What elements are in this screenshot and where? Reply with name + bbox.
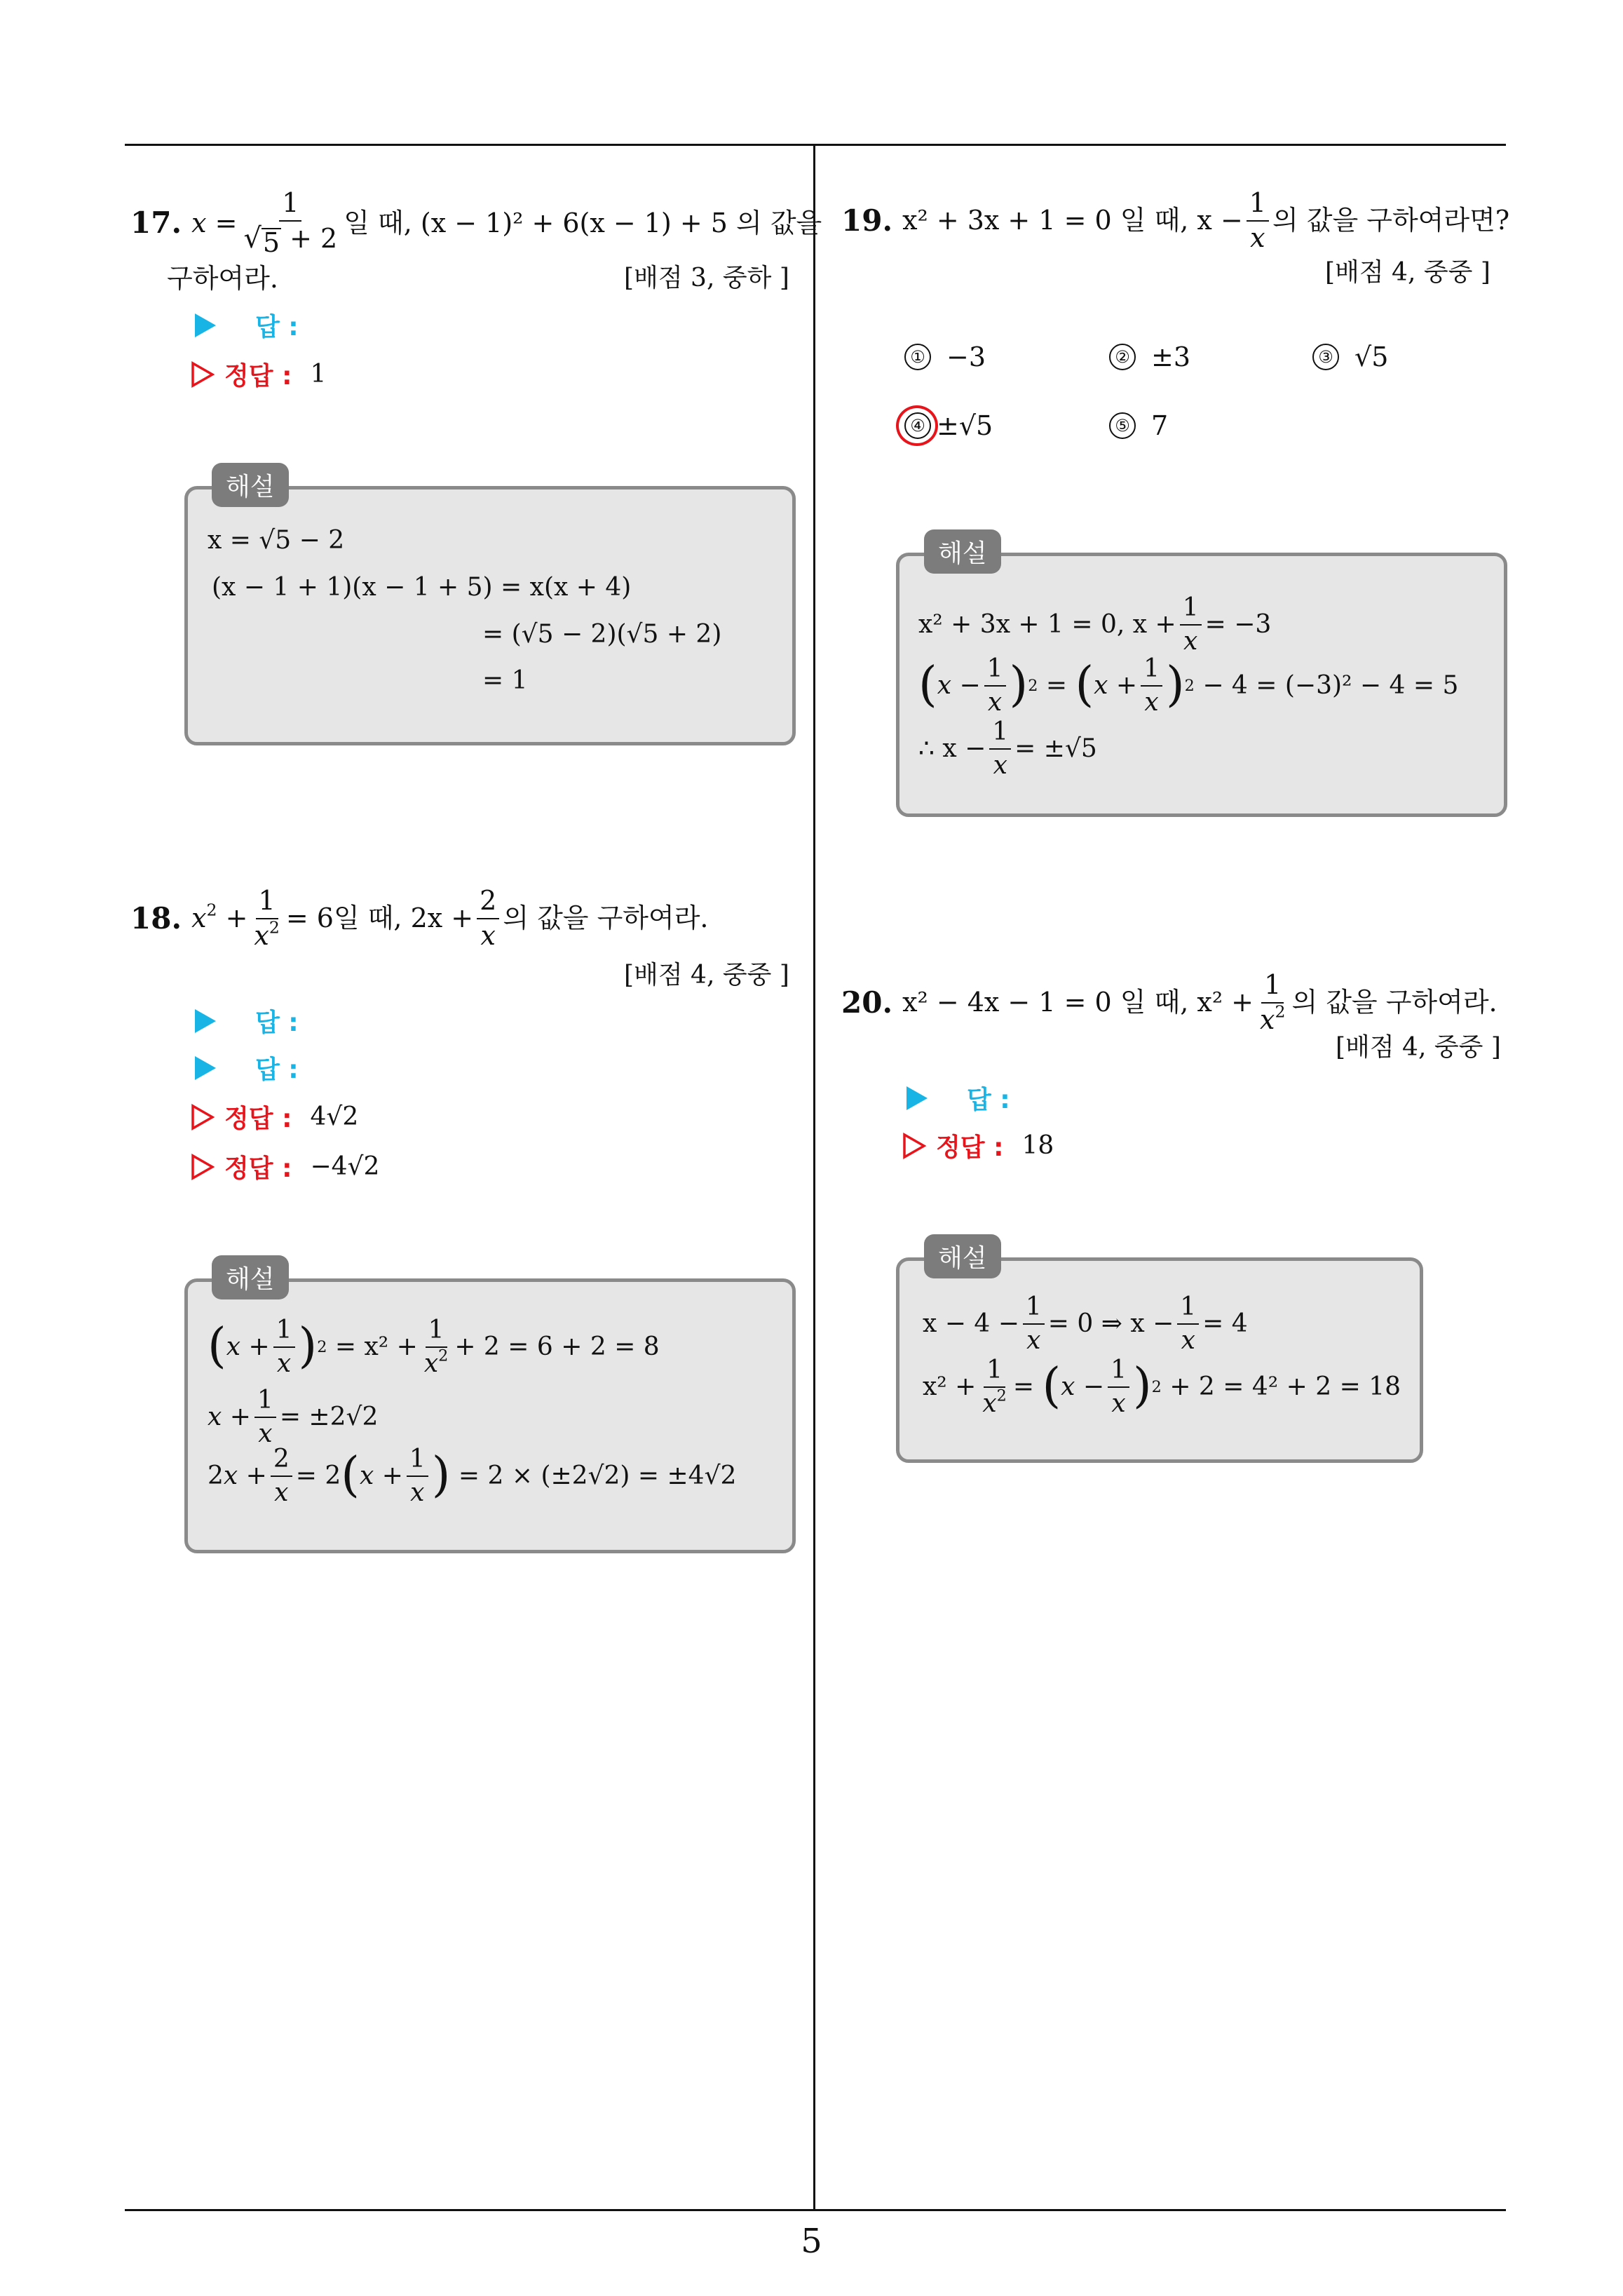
solution-line-3: ∴ x − $\frac{1}{x}$ = ±√5 bbox=[918, 717, 1097, 780]
choice-1[interactable]: ① −3 bbox=[904, 342, 986, 372]
question-19 bbox=[841, 189, 1509, 252]
fraction-1-over-sqrt5-plus-2: 1 √ 5 + 2 bbox=[243, 187, 338, 258]
question-text-line2: 구하여라. bbox=[167, 262, 278, 294]
solution-tag: 해설 bbox=[212, 1255, 289, 1299]
score-label: [배점 4, 중중 ] bbox=[1336, 1033, 1501, 1062]
solution-line-4: = 1 bbox=[482, 666, 528, 695]
score-label: [배점 4, 중중 ] bbox=[1325, 258, 1490, 287]
question-text-b: 의 값을 구하여라. bbox=[1291, 987, 1498, 1018]
correct-answer-value: 1 bbox=[310, 360, 327, 389]
play-arrow-icon bbox=[906, 1086, 928, 1110]
solution-line-1: x² + 3x + 1 = 0, x + $\frac{1}{x}$ = −3 bbox=[918, 593, 1272, 656]
outline-arrow-icon bbox=[191, 1154, 215, 1180]
solution-line-2: x² + $\frac{1}{x^2}$ = ( x − $\frac{1}{x}$ ) 2 + 2 = 4² + 2 = 18 bbox=[923, 1356, 1401, 1418]
outline-arrow-icon bbox=[191, 1104, 215, 1130]
question-text: 의 값을 구하여라. bbox=[503, 903, 709, 934]
question-text-a: x² − 4x − 1 = 0 일 때, x² + bbox=[902, 987, 1254, 1018]
selected-answer-circle-mark bbox=[896, 405, 938, 446]
question-20 bbox=[841, 971, 1498, 1034]
correct-answer-row-1 bbox=[191, 1099, 358, 1135]
question-text: 일 때, (x − 1)² + 6(x − 1) + 5 의 값을 bbox=[344, 207, 822, 238]
solution-line-3: 2 x + $\frac{2}{x}$ = 2 ( x + $\frac{1}{x}$ ) = 2 × (±2√2) = ±4√2 bbox=[208, 1445, 737, 1507]
question-number: 20. bbox=[841, 985, 893, 1020]
correct-answer-row-2 bbox=[191, 1149, 379, 1184]
correct-answer-row bbox=[902, 1128, 1054, 1163]
outline-arrow-icon bbox=[902, 1133, 926, 1159]
choice-5[interactable]: ⑤ 7 bbox=[1109, 410, 1168, 441]
answer-label: 답 : bbox=[255, 1055, 299, 1084]
question-number: 19. bbox=[841, 203, 893, 238]
solution-line-2: (x − 1 + 1)(x − 1 + 5) = x(x + 4) bbox=[212, 573, 632, 602]
page-number: 5 bbox=[801, 2222, 822, 2261]
play-arrow-icon bbox=[195, 1009, 216, 1033]
correct-answer-label: 정답 : bbox=[224, 1105, 292, 1133]
question-mid: = 6일 때, 2x + bbox=[285, 903, 474, 934]
fraction-1-over-x: $\frac{1}{x}$ bbox=[1247, 189, 1269, 252]
solution-box bbox=[184, 486, 796, 745]
choice-3[interactable]: ③ √5 bbox=[1312, 342, 1388, 372]
solution-line-1: x − 4 − $\frac{1}{x}$ = 0 ⇒ x − $\frac{1}{x}$ = 4 bbox=[923, 1292, 1248, 1355]
question-number: 18. bbox=[130, 900, 182, 936]
correct-answer-label: 정답 : bbox=[224, 362, 292, 391]
correct-answer-value: 4√2 bbox=[310, 1102, 359, 1131]
correct-answer-value: 18 bbox=[1021, 1131, 1054, 1160]
question-number: 17. bbox=[130, 205, 182, 241]
score-label: [배점 4, 중중 ] bbox=[624, 961, 789, 990]
correct-answer-label: 정답 : bbox=[936, 1133, 1004, 1162]
fraction-1-over-x2: $\frac{1}{x^2}$ bbox=[254, 885, 280, 951]
answer-row-2 bbox=[195, 1050, 299, 1086]
solution-tag: 해설 bbox=[212, 463, 289, 507]
answer-label: 답 : bbox=[255, 313, 299, 342]
play-arrow-icon bbox=[195, 313, 216, 337]
choice-4[interactable]: ④ ±√5 bbox=[904, 410, 993, 441]
solution-line-2: x + $\frac{1}{x}$ = ±2√2 bbox=[208, 1386, 379, 1448]
correct-answer-row bbox=[191, 356, 326, 392]
bottom-rule bbox=[125, 2209, 1506, 2211]
column-divider bbox=[813, 144, 815, 2210]
fraction-1-over-x2: $\frac{1}{x^2}$ bbox=[1260, 969, 1286, 1035]
question-text-a: x² + 3x + 1 = 0 일 때, x − bbox=[902, 205, 1243, 236]
correct-answer-label: 정답 : bbox=[224, 1154, 292, 1183]
question-text-b: 의 값을 구하여라면? bbox=[1272, 205, 1510, 236]
question-18: 18. $x^2$ + $\frac{1}{x^2}$ = 6일 때, 2x + $\frac{2}{x}$ 의 값을 구하여라. bbox=[130, 885, 709, 951]
outline-arrow-icon bbox=[191, 361, 215, 388]
correct-answer-value: −4√2 bbox=[310, 1152, 380, 1181]
solution-line-1: x = √5 − 2 bbox=[208, 526, 345, 555]
solution-tag: 해설 bbox=[924, 529, 1001, 574]
answer-label: 답 : bbox=[967, 1086, 1010, 1114]
play-arrow-icon bbox=[195, 1056, 216, 1080]
score-label: [배점 3, 중하 ] bbox=[624, 264, 789, 292]
choice-2[interactable]: ② ±3 bbox=[1109, 342, 1190, 372]
fraction-2-over-x: $\frac{2}{x}$ bbox=[477, 887, 499, 950]
solution-line-3: = (√5 − 2)(√5 + 2) bbox=[482, 620, 722, 649]
solution-line-1: ( x + $\frac{1}{x}$ ) 2 = x² + $\frac{1}{x^2}$ + 2 = 6 + 2 = 8 bbox=[208, 1316, 660, 1378]
solution-tag: 해설 bbox=[924, 1234, 1001, 1278]
answer-row-1 bbox=[195, 1003, 299, 1039]
top-rule bbox=[125, 144, 1506, 146]
answer-row bbox=[195, 307, 299, 343]
question-prefix: x = bbox=[191, 207, 238, 238]
answer-row bbox=[906, 1080, 1010, 1116]
solution-line-2: ( x − $\frac{1}{x}$ ) 2 = ( x + $\frac{1}{x}$ ) 2 − 4 = (−3)² − 4 = 5 bbox=[918, 654, 1459, 717]
answer-label: 답 : bbox=[255, 1008, 299, 1037]
